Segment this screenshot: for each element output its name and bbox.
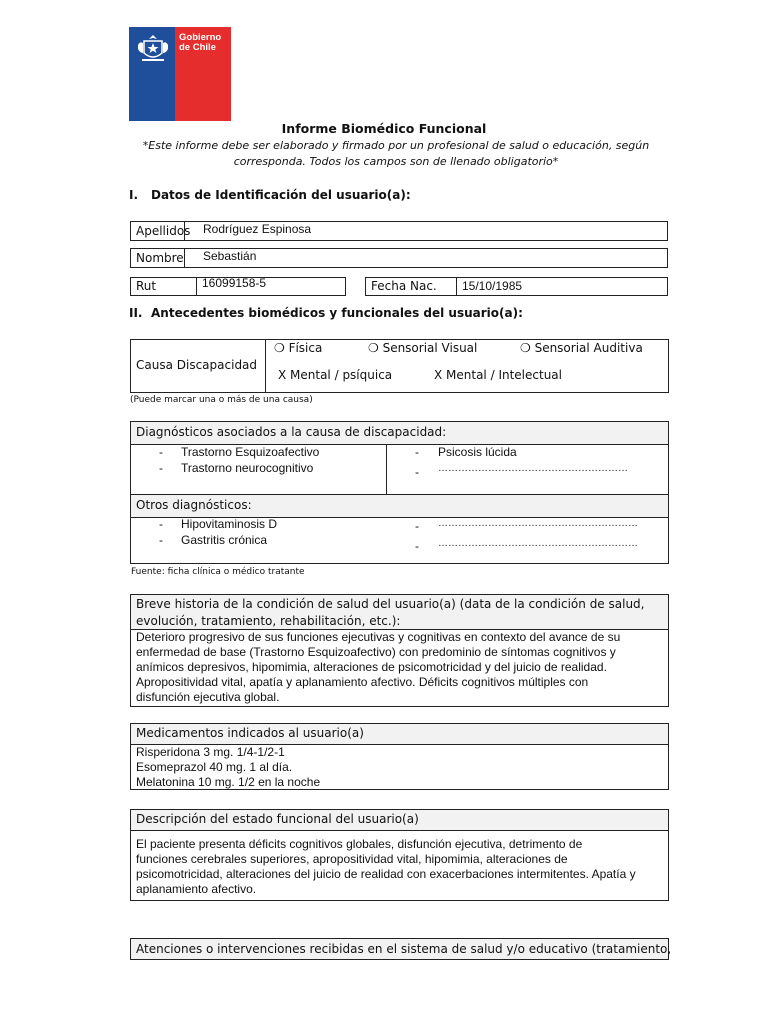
page-subtitle-line1: *Este informe debe ser elaborado y firmado por un profesional de salud o educación, según <box>142 139 650 152</box>
historia-header-line1: Breve historia de la condición de salud del usuario(a) (data de la condición de salud, <box>136 597 645 611</box>
medicamento-1: Risperidona 3 mg. 1/4-1/2-1 <box>136 745 285 759</box>
section2-title: Antecedentes biomédicos y funcionales del usuario(a): <box>151 306 523 320</box>
dash: - <box>415 519 419 533</box>
diagnostico-left-2: Trastorno neurocognitivo <box>181 461 314 475</box>
rut-field[interactable] <box>196 277 346 296</box>
section1-title: Datos de Identificación del usuario(a): <box>151 188 411 202</box>
option-mental-intelectual[interactable]: X Mental / Intelectual <box>434 368 562 382</box>
causa-label: Causa Discapacidad <box>136 358 258 372</box>
otros-right-1: …………………………………………………… <box>438 518 638 529</box>
funcional-text[interactable] <box>136 837 636 897</box>
fecha-value: 15/10/1985 <box>462 279 523 293</box>
historia-header-row <box>131 595 668 630</box>
historia-line-3: anímicos depresivos, hipomimia, alteraciones de psicomotricidad y del juicio de realidad. <box>136 660 607 674</box>
otros-left-2: Gastritis crónica <box>181 533 268 547</box>
atenciones-box <box>130 938 672 960</box>
historia-header-line2: evolución, tratamiento, rehabilitación, etc.): <box>136 614 401 628</box>
apellidos-label-cell <box>130 221 191 241</box>
section2-number: II. <box>129 306 143 320</box>
historia-line-4: Apropositividad vital, apatía y aplanamiento afectivo. Déficits cognitivos múltiples con <box>136 675 589 689</box>
page-subtitle-line2: corresponda. Todos los campos son de llenado obligatorio* <box>233 155 559 168</box>
gobierno-logo <box>129 27 231 121</box>
fuente-note: Fuente: ficha clínica o médico tratante <box>131 567 305 577</box>
fecha-field[interactable] <box>456 277 668 296</box>
historia-box <box>130 594 669 707</box>
fecha-label-cell <box>365 277 457 296</box>
nombre-label-cell <box>130 248 185 268</box>
option-sensorial-auditiva[interactable]: ❍ Sensorial Auditiva <box>520 341 643 355</box>
dash: - <box>159 461 163 475</box>
causa-note: (Puede marcar una o más de una causa) <box>130 395 313 405</box>
medicamentos-header: Medicamentos indicados al usuario(a) <box>136 726 364 740</box>
dash: - <box>415 445 419 459</box>
coat-of-arms-icon <box>134 31 172 67</box>
otros-header: Otros diagnósticos: <box>136 498 252 512</box>
medicamento-3: Melatonina 10 mg. 1/2 en la noche <box>136 775 321 789</box>
dash: - <box>159 533 163 547</box>
historia-line-2: enfermedad de base (Trastorno Esquizoafectivo) con predominio de síntomas cognitivos y <box>136 645 616 659</box>
option-sensorial-visual[interactable]: ❍ Sensorial Visual <box>368 341 478 355</box>
historia-line-1: Deterioro progresivo de sus funciones ejecutivas y cognitivas en contexto del avance de su <box>136 630 621 644</box>
atenciones-header: Atenciones o intervenciones recibidas en el sistema de salud y/o educativo (tratamiento, <box>136 942 672 956</box>
funcional-line-4: aplanamiento afectivo. <box>136 882 257 896</box>
funcional-line-2: funciones cerebrales superiores, apropositividad vital, hipomimia, alteraciones de <box>136 852 568 866</box>
dash: - <box>415 465 419 479</box>
funcional-header: Descripción del estado funcional del usuario(a) <box>136 812 419 826</box>
page-title: Informe Biomédico Funcional <box>281 121 487 136</box>
apellidos-label: Apellidos <box>136 224 191 238</box>
dash: - <box>159 517 163 531</box>
apellidos-field[interactable] <box>184 221 668 241</box>
diagnosticos-header-row <box>131 422 668 445</box>
rut-label-cell <box>130 277 197 296</box>
funcional-box <box>130 809 669 901</box>
otros-right-2: …………………………………………………… <box>438 538 638 549</box>
funcional-line-3: psicomotricidad, alteraciones del juicio de realidad con exacerbaciones intermitentes. Apatía y <box>136 867 636 881</box>
historia-text[interactable] <box>136 630 620 705</box>
causa-options-cell <box>265 339 669 393</box>
logo-text <box>179 33 221 53</box>
diagnostico-right-2: ………………………………………………… <box>438 463 628 474</box>
diagnosticos-header: Diagnósticos asociados a la causa de discapacidad: <box>136 425 447 439</box>
medicamentos-box <box>130 723 669 790</box>
historia-line-5: disfunción ejecutiva global. <box>136 690 280 704</box>
logo-line2: de Chile <box>179 42 216 53</box>
section1-number: I. <box>129 188 139 202</box>
dash: - <box>415 539 419 553</box>
fecha-label: Fecha Nac. <box>371 279 437 293</box>
option-mental-psiquica[interactable]: X Mental / psíquica <box>278 368 393 382</box>
medicamentos-header-row <box>131 724 668 745</box>
rut-value: 16099158-5 <box>202 276 267 290</box>
nombre-field[interactable] <box>184 248 668 268</box>
otros-left-1: Hipovitaminosis D <box>181 517 278 531</box>
rut-label: Rut <box>136 279 157 293</box>
option-fisica[interactable]: ❍ Física <box>274 341 323 355</box>
apellidos-value: Rodríguez Espinosa <box>203 222 312 236</box>
diagnostico-left-1: Trastorno Esquizoafectivo <box>181 445 320 459</box>
dash: - <box>159 445 163 459</box>
otros-header-row <box>131 494 668 518</box>
logo-line1: Gobierno <box>179 32 222 43</box>
nombre-label: Nombre <box>136 251 184 265</box>
funcional-line-1: El paciente presenta déficits cognitivos globales, disfunción ejecutiva, detrimento de <box>136 837 583 851</box>
medicamento-2: Esomeprazol 40 mg. 1 al día. <box>136 760 293 774</box>
nombre-value: Sebastián <box>203 249 257 263</box>
causa-label-cell <box>130 339 266 393</box>
medicamentos-text[interactable] <box>136 745 320 790</box>
diagnostico-right-1: Psicosis lúcida <box>438 445 517 459</box>
funcional-header-row <box>131 810 668 831</box>
diagnosticos-table <box>130 421 669 564</box>
diagnosticos-divider <box>386 444 387 494</box>
